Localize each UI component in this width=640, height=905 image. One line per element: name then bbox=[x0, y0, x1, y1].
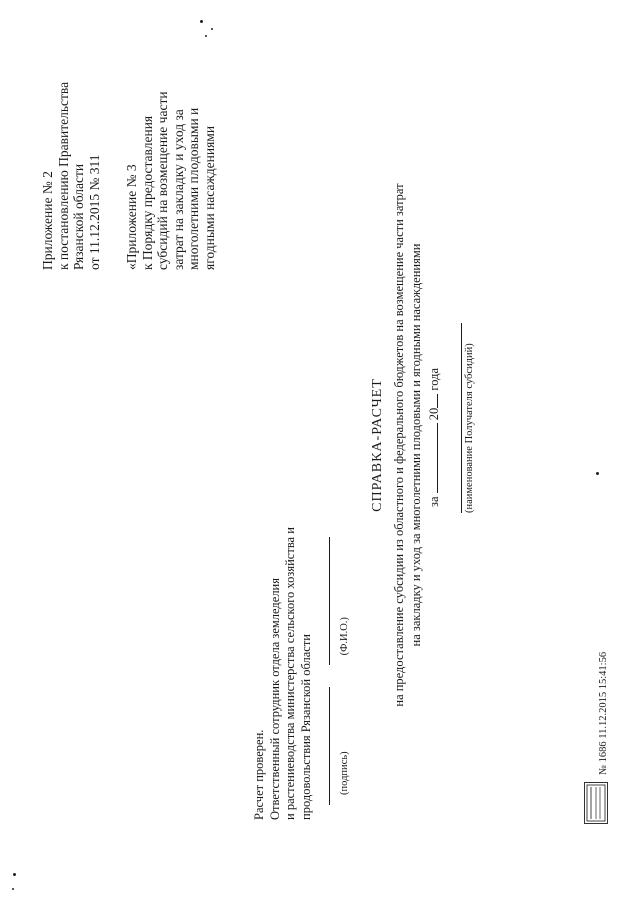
appendix-3-title: «Приложение № 3 bbox=[124, 164, 139, 270]
appendix-3-line: ягодными насаждениями bbox=[201, 125, 217, 270]
period-prefix: за bbox=[427, 496, 441, 507]
header-subtitle bbox=[391, 145, 425, 745]
signature-row bbox=[318, 537, 334, 805]
year-blank bbox=[426, 394, 438, 408]
appendix-3-block bbox=[124, 91, 217, 270]
subtitle-line: на закладку и уход за многолетними плодовыми и ягодными насаждениями bbox=[409, 243, 423, 647]
appendix-3-line: субсидий на возмещение части bbox=[155, 91, 170, 270]
signature-labels bbox=[337, 617, 353, 795]
subtitle-line: на предоставление субсидии из областного и федерального бюджетов на возмещение части затрат bbox=[392, 183, 406, 707]
period-line bbox=[426, 368, 442, 507]
period-blank bbox=[426, 423, 438, 493]
appendix-2-line: Рязанской области bbox=[71, 163, 86, 270]
document-title: СПРАВКА-РАСЧЕТ bbox=[370, 378, 385, 512]
period-year-prefix: 20 bbox=[427, 407, 441, 421]
recipient-label-row bbox=[462, 343, 478, 513]
appendix-2-title: Приложение № 2 bbox=[40, 171, 55, 270]
appendix-2-line: к постановлению Правительства bbox=[55, 81, 71, 270]
check-block bbox=[252, 527, 314, 820]
period-suffix: года bbox=[427, 368, 441, 391]
registration-stamp-text: № 1686 11.12.2015 15:41:56 bbox=[598, 651, 609, 775]
scan-speck bbox=[200, 20, 203, 23]
recipient-line bbox=[450, 323, 462, 513]
scan-speck bbox=[13, 873, 16, 876]
recipient-label: (наименование Получателя субсидий) bbox=[464, 343, 475, 513]
check-line: продовольствия Рязанской области bbox=[298, 634, 313, 820]
signature-line bbox=[318, 687, 330, 805]
check-line: и растениеводства министерства сельского хозяйства и bbox=[283, 527, 297, 820]
appendix-3-line: многолетними плодовыми и bbox=[186, 107, 201, 270]
signature-label: (подпись) bbox=[339, 751, 350, 795]
fio-label: (Ф.И.О.) bbox=[339, 617, 350, 656]
registration-stamp bbox=[596, 652, 612, 775]
scan-speck bbox=[205, 35, 207, 37]
registration-stamp-logo bbox=[584, 782, 608, 824]
appendix-2-date-number: от 11.12.2015 № 311 bbox=[86, 154, 102, 270]
appendix-2-block bbox=[40, 82, 102, 270]
appendix-3-line: затрат на закладку и уход за bbox=[170, 109, 186, 270]
fio-line bbox=[318, 537, 330, 665]
check-line: Ответственный сотрудник отдела земледелия bbox=[267, 578, 282, 820]
appendix-3-line: к Порядку предоставления bbox=[139, 115, 155, 270]
scan-speck bbox=[596, 472, 599, 475]
check-title: Расчет проверен. bbox=[252, 729, 266, 820]
scan-speck bbox=[211, 28, 213, 30]
stamp-icon bbox=[585, 783, 607, 823]
main-header bbox=[370, 145, 386, 745]
scan-speck bbox=[12, 888, 14, 890]
